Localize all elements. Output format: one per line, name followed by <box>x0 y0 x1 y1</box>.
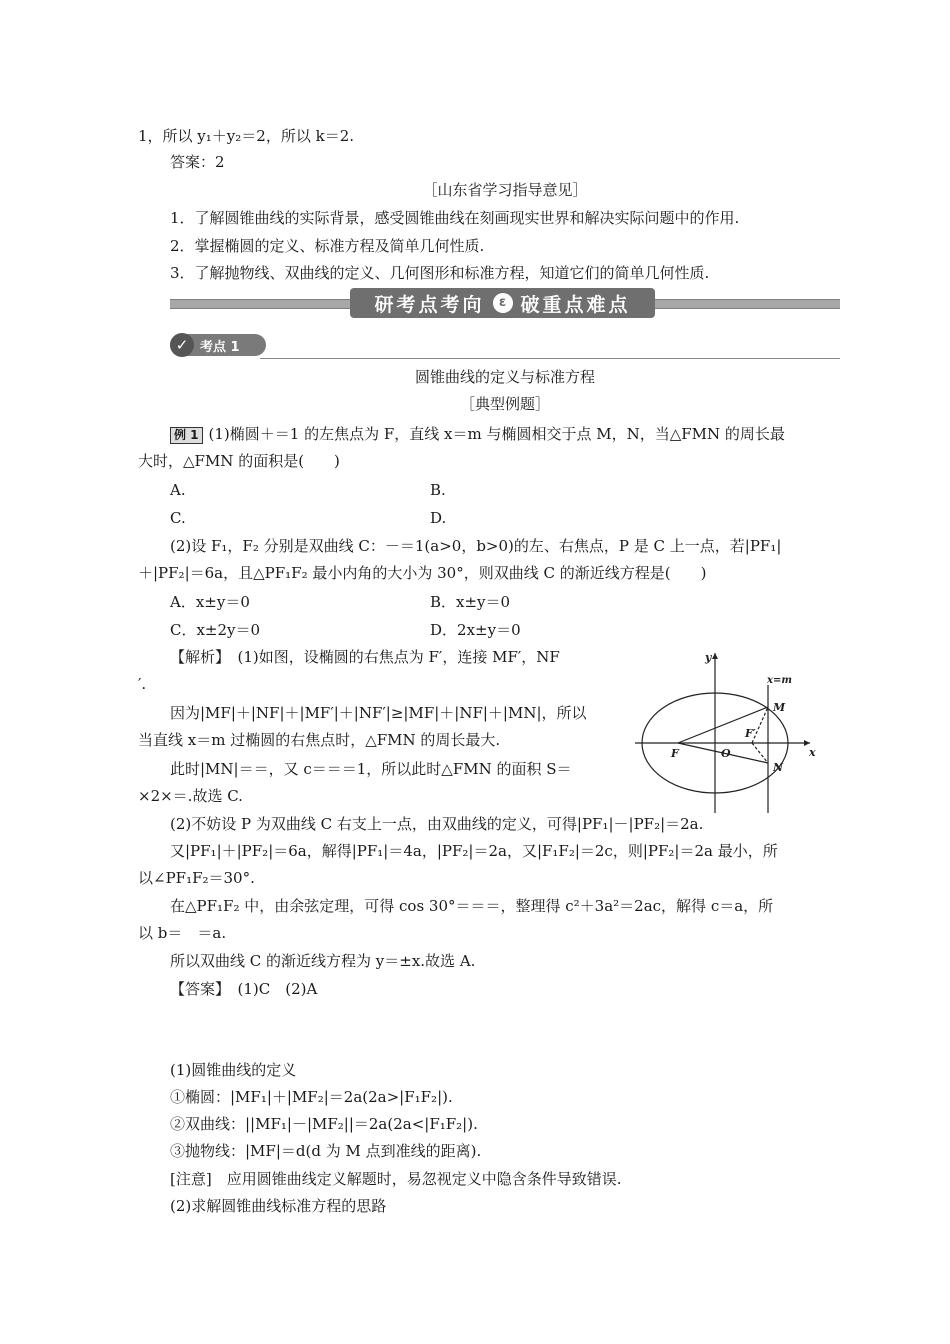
solution-line: 在△PF₁F₂ 中，由余弦定理，可得 cos 30°＝＝＝，整理得 c²＋3a²＝2ac，解得 c＝a，所 <box>170 897 774 915</box>
solution-line: 以 b＝ ＝a. <box>138 924 227 942</box>
text-line: ①椭圆：|MF₁|＋|MF₂|＝2a(2a>|F₁F₂|). <box>170 1088 453 1106</box>
solution-line: 当直线 x＝m 过椭圆的右焦点时，△FMN 的周长最大. <box>138 731 501 749</box>
tag-label: 考点 1 <box>200 339 240 355</box>
solution-line: (2)不妨设 P 为双曲线 C 右支上一点，由双曲线的定义，可得|PF₁|－|PF₂|＝2a. <box>170 815 704 833</box>
example-1-line: 例 1 (1)椭圆＋＝1 的左焦点为 F，直线 x＝m 与椭圆相交于点 M，N，当△FMN 的周长最 <box>170 424 785 444</box>
check-icon: ✓ <box>170 333 194 357</box>
point-N: N <box>773 761 784 774</box>
text-line: ②双曲线：||MF₁|－|MF₂||＝2a(2a<|F₁F₂|). <box>170 1115 478 1133</box>
text-line: 大时，△FMN 的面积是( ) <box>138 452 340 470</box>
text-line: 2．掌握椭圆的定义、标准方程及简单几何性质. <box>170 237 485 255</box>
point-F: F <box>671 747 679 760</box>
option: A. <box>170 481 186 499</box>
option: D. <box>430 509 447 527</box>
option: D．2x±y＝0 <box>430 621 521 639</box>
solution-line: 此时|MN|＝＝，又 c＝＝＝1，所以此时△FMN 的面积 S＝ <box>170 760 572 778</box>
topic-tag <box>170 334 840 360</box>
solution-line: 以∠PF₁F₂＝30°. <box>138 869 255 887</box>
text-line: (2)求解圆锥曲线标准方程的思路 <box>170 1197 387 1215</box>
line-label: x=m <box>767 675 792 686</box>
text-line: 1．了解圆锥曲线的实际背景，感受圆锥曲线在刻画现实世界和解决实际问题中的作用. <box>170 209 740 227</box>
option: A．x±y＝0 <box>170 593 250 611</box>
banner-left: 研考点考向 <box>374 293 485 316</box>
ellipse-figure <box>635 645 825 815</box>
text-line: 答案：2 <box>170 153 225 171</box>
example-label: 例 1 <box>170 427 203 444</box>
solution-line: ′. <box>138 675 147 693</box>
answer-line: 【答案】 (1)C (2)A <box>170 980 318 998</box>
solution-line: 【解析】 (1)如图，设椭圆的右焦点为 F′，连接 MF′，NF <box>170 648 560 666</box>
option: B．x±y＝0 <box>430 593 511 611</box>
axis-label-y: y <box>705 651 712 664</box>
solution-line: 所以双曲线 C 的渐近线方程为 y＝±x.故选 A. <box>170 952 476 970</box>
text-line: [注意] 应用圆锥曲线定义解题时，易忽视定义中隐含条件导致错误. <box>170 1170 622 1188</box>
solution-line: 因为|MF|＋|NF|＋|MF′|＋|NF′|≥|MF|＋|NF|＋|MN|，所以 <box>170 704 587 722</box>
text-line: (1)圆锥曲线的定义 <box>170 1061 297 1079</box>
section-banner <box>170 288 840 318</box>
solution-line: ×2×＝.故选 C. <box>138 787 243 805</box>
point-M: M <box>773 701 786 714</box>
section-subtitle: ［典型例题］ <box>459 395 550 413</box>
option: C. <box>170 509 186 527</box>
text-line: ③抛物线：|MF|＝d(d 为 M 点到准线的距离). <box>170 1142 482 1160</box>
point-F-prime: F′ <box>745 727 756 740</box>
text-line: (2)设 F₁，F₂ 分别是双曲线 C：－＝1(a>0，b>0)的左、右焦点，P 是 C 上一点，若|PF₁| <box>170 537 782 555</box>
solution-line: 又|PF₁|＋|PF₂|＝6a，解得|PF₁|＝4a，|PF₂|＝2a，又|F₁F₂|＝2c，则|PF₂|＝2a 最小，所 <box>170 842 778 860</box>
point-O: O <box>721 747 731 760</box>
text-line: ＋|PF₂|＝6a，且△PF₁F₂ 最小内角的大小为 30°，则双曲线 C 的渐近线方程是( ) <box>138 564 707 582</box>
banner-right: 破重点难点 <box>520 293 631 316</box>
section-title: 圆锥曲线的定义与标准方程 <box>414 368 595 386</box>
text-line: 3．了解抛物线、双曲线的定义、几何图形和标准方程，知道它们的简单几何性质. <box>170 264 710 282</box>
axis-label-x: x <box>809 746 816 759</box>
option: B. <box>430 481 446 499</box>
text-line: 1，所以 y₁＋y₂＝2，所以 k＝2. <box>138 127 354 145</box>
banner-circle: ε <box>493 293 513 313</box>
guide-title: ［山东省学习指导意见］ <box>422 181 588 199</box>
option: C．x±2y＝0 <box>170 621 261 639</box>
